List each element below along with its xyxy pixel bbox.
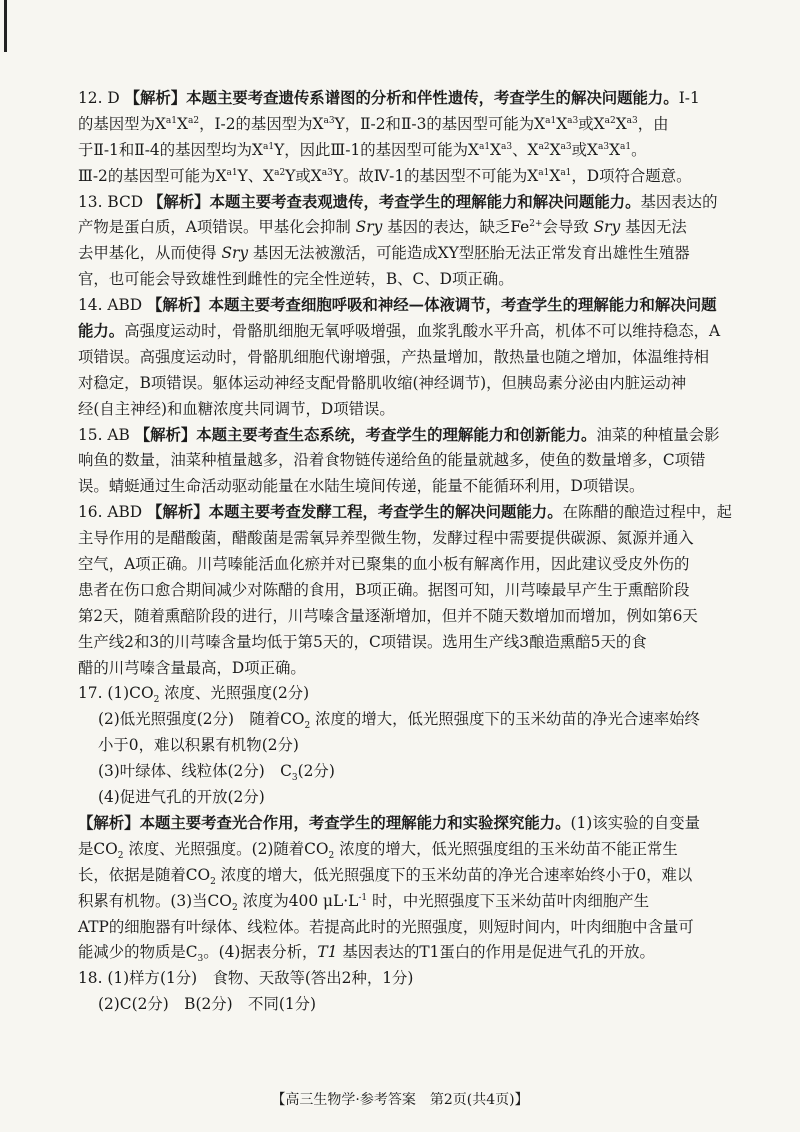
- q17-explain-5: ATP的细胞器有叶绿体、线粒体。若提高此时的光照强度，则短时间内，叶肉细胞中含量可: [78, 917, 694, 936]
- q17-answer-2: (2)低光照强度(2分) 随着$CO_2$ 浓度的增大，低光照强度下的玉米幼苗的净光合速率始终: [98, 710, 700, 732]
- q17-explain-2: 是$CO_2$ 浓度、光照强度。(2)随着$CO_2$ 浓度的增大，低光照强度组的玉米幼苗不能正常生: [78, 839, 678, 861]
- q17-explain-4: 积累有机物。(3)当$CO_2$ 浓度为400 $\mu L\cdot L^{-1}$ 时，中光照强度下玉米幼苗叶肉细胞产生: [78, 891, 650, 913]
- q14-line-3: 项错误。高强度运动时，骨骼肌细胞代谢增强，产热量增加，散热量也随之增加，体温维持相: [78, 347, 710, 366]
- q14-line-1: 14. ABD 【解析】本题主要考查细胞呼吸和神经—体液调节，考查学生的理解能力和解决问题: [78, 296, 717, 315]
- q16-line-5: 第2天，随着熏醅阶段的进行，川芎嗪含量逐渐增加，但并不随天数增加而增加，例如第6天: [78, 606, 698, 625]
- q12-line-2: 的基因型为$X^{a1}X^{a2}$，Ⅰ-2的基因型为$X^{a3}Y$，Ⅱ-2和Ⅱ-3的基因型可能为$X^{a1}X^{a3}$或$X^{a2}X^{a3}$，由: [78, 114, 669, 133]
- q12-line-1: 12. D 【解析】本题主要考查遗传系谱图的分析和伴性遗传，考查学生的解决问题能力。Ⅰ-1: [78, 89, 700, 107]
- q18-line-1: 18. (1)样方(1分) 食物、天敌等(答出2种，1分): [78, 969, 414, 988]
- q15-line-3: 误。蜻蜓通过生命活动驱动能量在水陆生境间传递，能量不能循环利用，D项错误。: [78, 477, 645, 496]
- q15-line-2: 响鱼的数量，油菜种植量越多，沿着食物链传递给鱼的能量就越多，使鱼的数量增多，C项错: [78, 451, 706, 470]
- q18-line-2: (2)C(2分) B(2分) 不同(1分): [98, 995, 317, 1014]
- q17-answer-4: (4)促进气孔的开放(2分): [98, 788, 265, 807]
- q14-line-4: 对稳定，B项错误。躯体运动神经支配骨骼肌收缩(神经调节)，但胰岛素分泌由内脏运动神: [78, 373, 687, 392]
- q12-line-3: 于Ⅱ-1和Ⅱ-4的基因型均为$X^{a1}Y$，因此Ⅲ-1的基因型可能为$X^{a1}X^{a3}$、$X^{a2}X^{a3}$或$X^{a3}X^{a1}$。: [78, 140, 647, 159]
- q12-line-4: Ⅲ-2的基因型可能为$X^{a1}Y$、$X^{a2}Y$或$X^{a3}Y$。故Ⅳ-1的基因型不可能为$X^{a1}X^{a1}$，D项符合题意。: [78, 166, 692, 185]
- q13-line-2: 产物是蛋白质，A项错误。甲基化会抑制 Sry 基因的表达，缺乏$Fe^{2+}$会导致 Sry 基因无法: [78, 218, 687, 237]
- q16-line-7: 醋的川芎嗪含量最高，D项正确。: [78, 658, 306, 677]
- q16-line-2: 主导作用的是醋酸菌，醋酸菌是需氧异养型微生物，发酵过程中需要提供碳源、氮源并通入: [78, 529, 694, 548]
- q17-explain-3: 长，依据是随着$CO_2$ 浓度的增大，低光照强度下的玉米幼苗的净光合速率始终小于0，难以: [78, 865, 693, 887]
- q15-line-1: 15. AB 【解析】本题主要考查生态系统，考查学生的理解能力和创新能力。油菜的种植量会影: [78, 425, 720, 444]
- q16-line-3: 空气，A项正确。川芎嗪能活血化瘀并对已聚集的血小板有解离作用，因此建议受皮外伤的: [78, 555, 690, 574]
- q13-line-1: 13. BCD 【解析】本题主要考查表观遗传，考查学生的理解能力和解决问题能力。基因表达的: [78, 192, 718, 211]
- q17-explain-6: 能减少的物质是$C_3$。(4)据表分析，T1 基因表达的T1蛋白的作用是促进气孔的开放。: [78, 943, 655, 965]
- q16-line-4: 患者在伤口愈合期间减少对陈醋的食用，B项正确。据图可知，川芎嗪最早产生于熏醅阶段: [78, 580, 690, 599]
- q17-answer-3: (3)叶绿体、线粒体(2分) $C_3(2$分): [98, 762, 335, 784]
- q16-line-1: 16. ABD 【解析】本题主要考查发酵工程，考查学生的解决问题能力。在陈醋的酿造过程中，起: [78, 503, 732, 522]
- q14-line-2: 能力。高强度运动时，骨骼肌细胞无氧呼吸增强，血浆乳酸水平升高，机体不可以维持稳态，A: [78, 322, 721, 341]
- q17-answer-1: 17. $(1)CO_2$ 浓度、光照强度(2分): [78, 684, 310, 706]
- page-footer: 【高三生物学·参考答案 第2页(共4页)】: [271, 1092, 529, 1108]
- q13-line-3: 去甲基化，从而使得 Sry 基因无法被激活，可能造成XY型胚胎无法正常发育出雄性生殖器: [78, 244, 690, 263]
- q17-answer-2b: 小于0，难以积累有机物(2分): [98, 736, 299, 755]
- q16-line-6: 生产线2和3的川芎嗪含量均低于第5天的，C项错误。选用生产线3酿造熏醅5天的食: [78, 632, 647, 651]
- q13-line-4: 官，也可能会导致雄性到雌性的完全性逆转，B、C、D项正确。: [78, 270, 514, 289]
- q17-explain-1: 【解析】本题主要考查光合作用，考查学生的理解能力和实验探究能力。(1)该实验的自变量: [78, 813, 701, 832]
- page-edge-mark: [4, 0, 7, 52]
- q14-line-5: 经(自主神经)和血糖浓度共同调节，D项错误。: [78, 399, 395, 418]
- answer-content: [78, 86, 732, 1018]
